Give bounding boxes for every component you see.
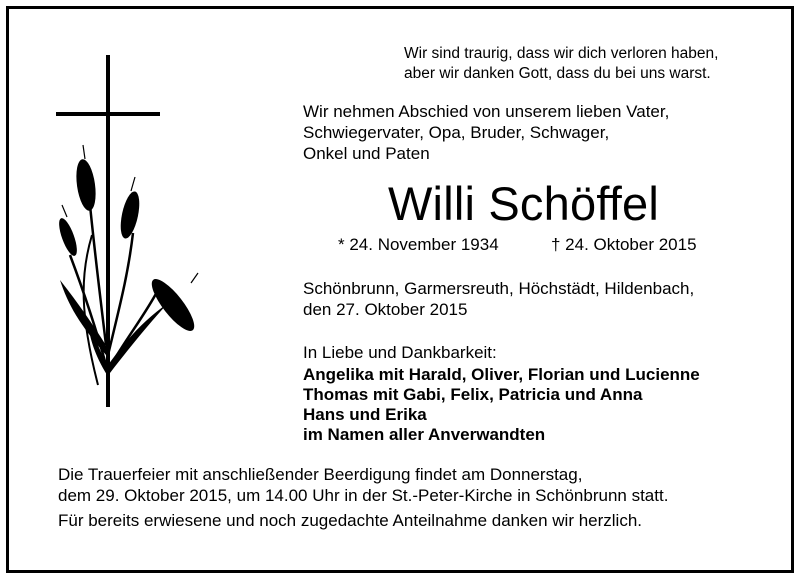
service-info bbox=[58, 464, 668, 506]
service-line: Die Trauerfeier mit anschließender Beerdigung findet am Donnerstag, bbox=[58, 465, 583, 484]
intro-line: Onkel und Paten bbox=[303, 144, 430, 163]
place-date bbox=[303, 278, 694, 320]
date-line: den 27. Oktober 2015 bbox=[303, 300, 468, 319]
mourner-line: Hans und Erika bbox=[303, 405, 427, 424]
thanks-text: Für bereits erwiesene und noch zugedachte Anteilnahme danken wir herzlich. bbox=[58, 511, 643, 530]
intro-text bbox=[303, 101, 669, 164]
death-date: † 24. Oktober 2015 bbox=[551, 235, 697, 254]
quote-line: aber wir danken Gott, dass du bei uns warst. bbox=[404, 65, 711, 82]
intro-line: Wir nehmen Abschied von unserem lieben Vater, bbox=[303, 102, 670, 121]
deceased-name: Willi Schöffel bbox=[388, 177, 659, 230]
place-line: Schönbrunn, Garmersreuth, Höchstädt, Hildenbach, bbox=[303, 279, 695, 298]
service-line: dem 29. Oktober 2015, um 14.00 Uhr in der St.-Peter-Kirche in Schönbrunn statt. bbox=[58, 486, 669, 505]
quote bbox=[404, 44, 718, 84]
mourner-line: Thomas mit Gabi, Felix, Patricia und Anna bbox=[303, 385, 643, 404]
mourners-list bbox=[303, 365, 700, 445]
birth-date: * 24. November 1934 bbox=[338, 235, 499, 254]
intro-line: Schwiegervater, Opa, Bruder, Schwager, bbox=[303, 123, 610, 142]
quote-line: Wir sind traurig, dass wir dich verloren haben, bbox=[404, 45, 719, 62]
mourner-line: im Namen aller Anverwandten bbox=[303, 425, 546, 444]
mourner-line: Angelika mit Harald, Oliver, Florian und Lucienne bbox=[303, 365, 700, 384]
mourners-lead: In Liebe und Dankbarkeit: bbox=[303, 343, 497, 362]
cross-with-wheat-icon bbox=[50, 55, 200, 415]
